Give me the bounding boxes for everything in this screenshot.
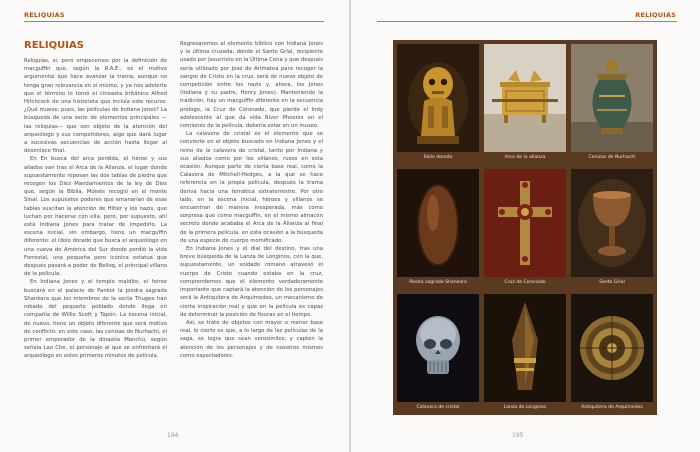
running-head-right: RELIQUIAS xyxy=(635,11,676,19)
gallery-item xyxy=(484,294,566,419)
gallery-item xyxy=(571,44,653,169)
paragraph: La calavera de cristal es el elemento que se convierte en el objeto buscado en Indiana Jones y el reino de la calavera de cristal, tanto por Indiana y sus aliados como por los villanos, rusos en esta ocasión. Aunque parte de cierta base real, como la Calavera de Mitchell-Hedges, a la que se hace referencia en la propia película, después la trama deriva hacia una temática extraterrestre. Por otro lado, en la escena inicial, héroes y villanos se encuentran de manera inesperada, más como sorpresa que como macguffin, en el mismo almacén secreto donde acababa el Arca de la Alianza al final de la primera película, en esta ocasión a la búsqueda de una especie de cuerpo momificado. xyxy=(180,131,323,244)
urn-icon xyxy=(571,44,653,152)
text-column-1 xyxy=(24,57,167,361)
running-head-left: RELIQUIAS xyxy=(24,11,65,19)
spear-icon xyxy=(484,294,566,402)
gallery-item xyxy=(397,44,479,169)
gallery-item xyxy=(484,169,566,294)
gallery-caption: Cenizas de Nurhachi xyxy=(588,155,636,160)
paragraph: Así, se trate de objetos con mayor o menor base real, lo cierto es que, a lo largo de las películas de la saga, se logra que sean verosímiles, y capten la atención de los personajes y de nosotros mismos como espectadores. xyxy=(180,319,323,359)
paragraph: En Indiana Jones y el dial del destino, tras una breve búsqueda de la Lanza de Longinos, con la que, supuestamente, un soldado romano atravesó el cuerpo de Cristo cuando estaba en la cruz, comprendemos que el elemento verdaderamente importante que captará la atención de los personajes será la Antiquitera de Arquímedes, un mecanismo de cierta inspiración real y que en la película es capaz de determinar la posición de fisuras en el tiempo. xyxy=(180,246,323,318)
gallery-caption: Antiquitera de Arquímedes xyxy=(581,405,643,410)
dial-icon xyxy=(571,294,653,402)
gallery-item xyxy=(397,169,479,294)
gallery-item xyxy=(397,294,479,419)
gallery-caption: Cruz de Coronado xyxy=(504,280,546,285)
paragraph: En En busca del arca perdida, el héroe y sus aliados van tras el Arca de la Alianza, el lugar donde supuestamente reposan las dos tablas de piedra que recogen los Diez Mandamientos de la ley de Dios que, según la Biblia, Moisés recogió en el monte Sinaí. Los supuestos poderes que emanarían de esas tablas suscitan la atención de Hitler y los nazis, que luchan por hacerse con ella, pero, por supuesto, ahí está Indiana Jones para tratar de impedirlo. La escena inicial, sin embargo, tiene un macguffin diferente: el ídolo dorado que busca el arqueólogo en una cueva de América del Sur donde perdió la vida Forrestal, una pequeña pero icónica estatua que después pasará a poder de Belloq, el principal villano de la película. xyxy=(24,156,167,278)
header-rule-left xyxy=(24,21,324,22)
header-rule-right xyxy=(377,21,677,22)
gallery-caption: Santo Grial xyxy=(599,280,625,285)
gallery-caption: Arca de la alianza xyxy=(504,155,546,160)
gallery-caption: Ídolo dorado xyxy=(423,155,453,160)
page-number-left: 194 xyxy=(167,432,179,439)
sacred-stone-icon xyxy=(397,169,479,277)
gallery-caption: Piedra sagrada Shankara xyxy=(409,280,467,285)
golden-idol-icon xyxy=(397,44,479,152)
paragraph: Regresaremos al elemento bíblico con Indiana Jones y la última cruzada, donde el Santo Grial, recipiente usado por Jesucristo en la Última Cena y que después sería utilizado por José de Arimatea para recoger la sangre de Cristo en la cruz, será de nuevo objeto de competición entre los nazis y, ahora, los Jones (Indiana y su padre, Henry Jones). Manteniendo la tradición, hay un macguffin diferente en la secuencia prólogo, la Cruz de Coronado, que pierde el Indy adolescente al que da vida River Phoenix en el comienzo de la película, debería estar en un museo. xyxy=(180,41,323,130)
relics-photo-gallery xyxy=(393,40,657,415)
paragraph: En Indiana Jones y el templo maldito, el héroe buscará en el palacio de Pankot la piedra sagrada Shankara que los miembros de la secta Thugee han robado del pequeño poblado donde llega en compañía de Willie Scott y Tapón. La escena inicial, de nuevo, tiene un objeto diferente que será motivo de conflicto: en este caso, las cenizas de Nurhachi, el primer emperador de la dinastía Manchú, según señala Lao Che, el personaje al que se enfrentará el arqueólogo en estos primeros minutos de película. xyxy=(24,279,167,360)
right-page xyxy=(351,0,700,452)
page-number-right: 195 xyxy=(512,432,524,439)
crystal-skull-icon xyxy=(397,294,479,402)
section-title: RELIQUIAS xyxy=(24,40,84,51)
ark-icon xyxy=(484,44,566,152)
gallery-caption: Lanza de Longinos xyxy=(503,405,547,410)
gallery-item xyxy=(571,169,653,294)
cross-icon xyxy=(484,169,566,277)
grail-icon xyxy=(571,169,653,277)
gallery-item xyxy=(484,44,566,169)
gallery-caption: Calavera de cristal xyxy=(416,405,460,410)
paragraph: Reliquias, si, pero empecemos por la definición de macguffin que, según la R.A.E., es el motivo argumental que hace avanzar la trama, aunque no tenga gran relevancia en sí mismo, y ya nos advierte que el término lo tomó el cineasta británico Alfred Hitchcock de una historieta que incluía este recurso. ¿Qué mueve, pues, las películas de Indiana Jones? La búsqueda de una serie de elementos principales —las reliquias— que son objeto de la atención del arqueólogo y sus competidores, algo que dará lugar a sucesivas secuencias de acción hasta llegar al desenlace final. xyxy=(24,58,167,155)
left-page xyxy=(0,0,349,452)
text-column-2 xyxy=(180,40,323,360)
gallery-item xyxy=(571,294,653,419)
